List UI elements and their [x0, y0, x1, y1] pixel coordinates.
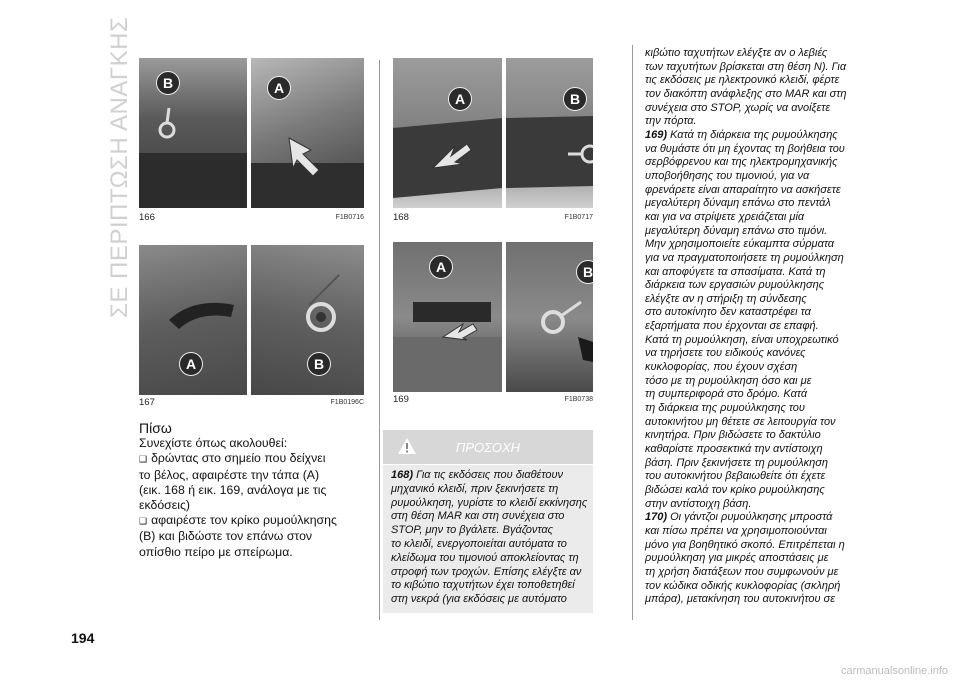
- figure-169-image: [393, 242, 593, 392]
- text-line: [645, 306, 860, 320]
- bullet-line: το βέλος, αφαιρέστε την τάπα (A): [139, 467, 320, 482]
- text-line: [645, 511, 860, 525]
- line-text: στροφή των τροχών. Επίσης ελέγξτε αν: [391, 565, 582, 578]
- text-line: [645, 416, 860, 430]
- line-text: και πίσω πρέπει να χρησιμοποιούνται: [645, 524, 827, 537]
- line-text: υποβοήθησης του τιμονιού, για να: [645, 169, 810, 182]
- note-number: 168): [391, 469, 414, 481]
- label-a-badge: A: [267, 76, 291, 100]
- line-text: κυκλοφορίας, που έχουν σχέση: [645, 361, 798, 374]
- line-text: βάση. Πριν ξεκινήσετε τη ρυμούλκηση: [645, 456, 829, 469]
- warning-body: [383, 465, 593, 613]
- text-line: [645, 47, 860, 61]
- line-text: για να πραγματοποιήσετε τη ρυμούλκηση: [645, 251, 844, 264]
- figure-number: 169: [393, 394, 409, 405]
- figure-number: 166: [139, 212, 155, 223]
- page-number: 194: [71, 630, 95, 646]
- text-line: [391, 593, 591, 607]
- intro-text: Συνεχίστε όπως ακολουθεί:: [139, 436, 288, 451]
- label-a-badge: A: [448, 87, 472, 111]
- text-line: [645, 566, 860, 580]
- text-line: [645, 320, 860, 334]
- text-line: [645, 115, 860, 129]
- line-text: μεγαλύτερη δύναμη επάνω στο πεντάλ: [645, 197, 831, 210]
- line-text: στη θέση MAR και στη συνέχεια στο: [391, 510, 565, 523]
- text-line: [645, 443, 860, 457]
- line-text: μεγαλύτερη δύναμη επάνω στο τιμόνι.: [645, 224, 828, 237]
- line-text: το κιβώτιο ταχυτήτων έχει τοποθετηθεί: [391, 579, 575, 592]
- line-text: Μην χρησιμοποιείτε εύκαμπτα σύρματα: [645, 238, 835, 251]
- line-text: φρενάρετε είναι απαραίτητο να ασκήσετε: [645, 183, 841, 196]
- text-line: [391, 510, 591, 524]
- figure-number: 167: [139, 397, 155, 408]
- line-text: Οι γάντζοι ρυμούλκησης μπροστά: [667, 511, 833, 524]
- text-line: [645, 74, 860, 88]
- section-title-text: ΣΕ ΠΕΡΙΠΤΩΣΗ ΑΝΑΓΚΗΣ: [106, 16, 133, 318]
- text-line: [645, 388, 860, 402]
- line-text: να θυμάστε ότι μη έχοντας τη βοήθεια του: [645, 142, 845, 155]
- text-line: [645, 457, 860, 471]
- figure-166-image: [139, 58, 364, 208]
- figure-167: [139, 245, 364, 410]
- warning-title: ΠΡΟΣΟΧΗ: [455, 440, 521, 455]
- line-text: εξαρτήματα που έρχονται σε επαφή.: [645, 320, 819, 333]
- line-text: μόνο για βοηθητικό σκοπό. Επιτρέπεται η: [645, 538, 845, 551]
- text-line: [645, 266, 860, 280]
- line-text: μπάρα), μετακίνηση του αυτοκινήτου σε: [645, 593, 836, 606]
- line-text: των ταχυτήτων βρίσκεται στη θέση N). Για: [645, 60, 847, 73]
- column-divider: [632, 45, 633, 620]
- text-line: [645, 334, 860, 348]
- bullet-line: ❑ αφαιρέστε τον κρίκο ρυμούλκησης: [139, 513, 369, 529]
- text-line: [391, 579, 591, 593]
- figure-166: [139, 58, 364, 226]
- warning-header: [383, 430, 593, 464]
- line-text: τον διακόπτη ανάφλεξης στο MAR και στη: [645, 87, 847, 100]
- rear-cap-illustration: [393, 58, 593, 208]
- text-line: [391, 497, 591, 511]
- text-line: [391, 483, 591, 497]
- text-line: [645, 470, 860, 484]
- line-text: την πόρτα.: [645, 115, 697, 128]
- line-text: κινητήρα. Πριν βιδώσετε το δακτύλιο: [645, 429, 821, 442]
- line-text: συνέχεια στο STOP, χωρίς να ανοίξετε: [645, 101, 831, 114]
- bullet-line: ❑ δρώντας στο σημείο που δείχνει: [139, 451, 369, 467]
- line-text: σερβόφρενου και της ηλεκτρομηχανικής: [645, 156, 838, 169]
- line-text: τη συμπεριφορά στο δρόμο. Κατά: [645, 388, 808, 401]
- text-line: [645, 593, 860, 607]
- line-text: τη διάρκεια της ρυμούλκησης του: [645, 402, 805, 415]
- label-a-badge: A: [429, 255, 453, 279]
- note-number: 170): [645, 511, 668, 524]
- line-text: κιβώτιο ταχυτήτων ελέγξτε αν ο λεβιές: [645, 47, 828, 59]
- line-text: τις εκδόσεις με ηλεκτρονικό κλειδί, φέρτε: [645, 74, 840, 87]
- figure-168: [393, 58, 593, 226]
- warning-text: [391, 469, 591, 607]
- text-line: [645, 238, 860, 252]
- figure-168-image: [393, 58, 593, 208]
- figure-169: [393, 242, 593, 408]
- bullet-line: οπίσθιο πείρο με σπείρωμα.: [139, 544, 293, 559]
- bullet-line: (εικ. 168 ή εικ. 169, ανάλογα με τις: [139, 482, 327, 497]
- text-line: [645, 156, 860, 170]
- bullet-line: (B) και βιδώστε τον επάνω στον: [139, 529, 313, 544]
- text-line: [391, 538, 591, 552]
- line-text: Κατά τη διάρκεια της ρυμούλκησης: [667, 128, 838, 141]
- line-text: κλείδωμα του τιμονιού αποκλείοντας τη: [391, 551, 579, 564]
- text-line: [645, 361, 860, 375]
- text-line: [645, 252, 860, 266]
- line-text: Για τις εκδόσεις που διαθέτουν: [413, 469, 564, 481]
- rear-hook-illustration: [393, 242, 593, 392]
- label-b-badge: B: [156, 71, 180, 95]
- bullet-line: εκδόσεις): [139, 498, 190, 513]
- text-line: [645, 197, 860, 211]
- figure-code: F1B0717: [564, 214, 593, 221]
- line-text: τον κώδικα οδικής κυκλοφορίας (σκληρή: [645, 579, 841, 592]
- line-text: βιδώσει καλά τον κρίκο ρυμούλκησης: [645, 484, 825, 496]
- text-line: [645, 88, 860, 102]
- text-line: [645, 61, 860, 75]
- text-line: [645, 170, 860, 184]
- text-line: [645, 498, 860, 512]
- figure-number: 168: [393, 212, 409, 223]
- line-text: και για να στρίψετε χρειάζεται μία: [645, 210, 805, 223]
- line-text: STOP, μην το βγάλετε. Βγάζοντας: [391, 524, 554, 537]
- text-line: [645, 402, 860, 416]
- line-text: να τηρήσετε του ειδικούς κανόνες: [645, 347, 806, 360]
- figure-code: F1B0738: [564, 396, 593, 403]
- text-line: [645, 552, 860, 566]
- section-title: [80, 16, 133, 320]
- line-text: τη χρήση διατάξεων που συμφωνούν με: [645, 565, 839, 578]
- text-line: [645, 184, 860, 198]
- text-line: [645, 580, 860, 594]
- text-line: [391, 552, 591, 566]
- text-line: [391, 524, 591, 538]
- right-column-text: [645, 47, 860, 607]
- text-line: [645, 225, 860, 239]
- line-text: αυτοκινήτου μη θέτετε σε λειτουργία τον: [645, 415, 836, 428]
- text-line: [645, 143, 860, 157]
- line-text: και αποφύγετε τα σπασίματα. Κατά τη: [645, 265, 826, 278]
- text-line: [645, 525, 860, 539]
- text-line: [645, 293, 860, 307]
- text-line: [645, 347, 860, 361]
- label-b-badge: B: [307, 352, 331, 376]
- line-text: τόσο με τη ρυμούλκηση όσο και με: [645, 374, 812, 387]
- line-text: ρυμούλκηση, γυρίστε το κλειδί εκκίνησης: [391, 496, 588, 509]
- text-line: [645, 211, 860, 225]
- text-line: [645, 129, 860, 143]
- label-a-badge: A: [179, 352, 203, 376]
- text-line: [645, 484, 860, 498]
- line-text: ρυμούλκηση για μικρές αποστάσεις με: [645, 552, 829, 565]
- text-line: [645, 539, 860, 553]
- line-text: στο αυτοκίνητο δεν καταστρέφει τα: [645, 306, 811, 319]
- text-line: [645, 279, 860, 293]
- rear-heading: Πίσω: [139, 420, 172, 436]
- note-number: 169): [645, 128, 668, 141]
- figure-code: F1B0196C: [330, 399, 364, 406]
- tow-eye-illustration: [139, 245, 364, 395]
- line-text: ελέγξτε αν η στήριξη τη σύνδεσης: [645, 292, 807, 305]
- text-line: [391, 469, 591, 483]
- line-text: στην αντίστοιχη βάση.: [645, 497, 752, 510]
- figure-167-image: [139, 245, 364, 395]
- text-line: [391, 566, 591, 580]
- line-text: στη νεκρά (για εκδόσεις με αυτόματο: [391, 593, 567, 606]
- line-text: Κατά τη ρυμούλκηση, είναι υποχρεωτικό: [645, 333, 839, 346]
- line-text: διάρκεια των εργασιών ρυμούλκησης: [645, 279, 825, 292]
- line-text: μηχανικό κλειδί, πριν ξεκινήσετε τη: [391, 482, 559, 495]
- text-line: [645, 429, 860, 443]
- line-text: το κλειδί, ενεργοποιείται αυτόματα το: [391, 537, 567, 550]
- label-b-badge: B: [563, 87, 587, 111]
- left-column-text: [139, 421, 369, 560]
- text-line: [645, 375, 860, 389]
- line-text: καθαρίστε προσεκτικά την αντίστοιχη: [645, 443, 823, 456]
- figure-code: F1B0716: [335, 214, 364, 221]
- text-line: [645, 102, 860, 116]
- line-text: του αυτοκινήτου βεβαιωθείτε ότι έχετε: [645, 470, 826, 483]
- column-divider: [379, 60, 380, 620]
- label-b-badge: B: [576, 260, 593, 284]
- footer-watermark: carmanualsonline.info: [840, 665, 948, 677]
